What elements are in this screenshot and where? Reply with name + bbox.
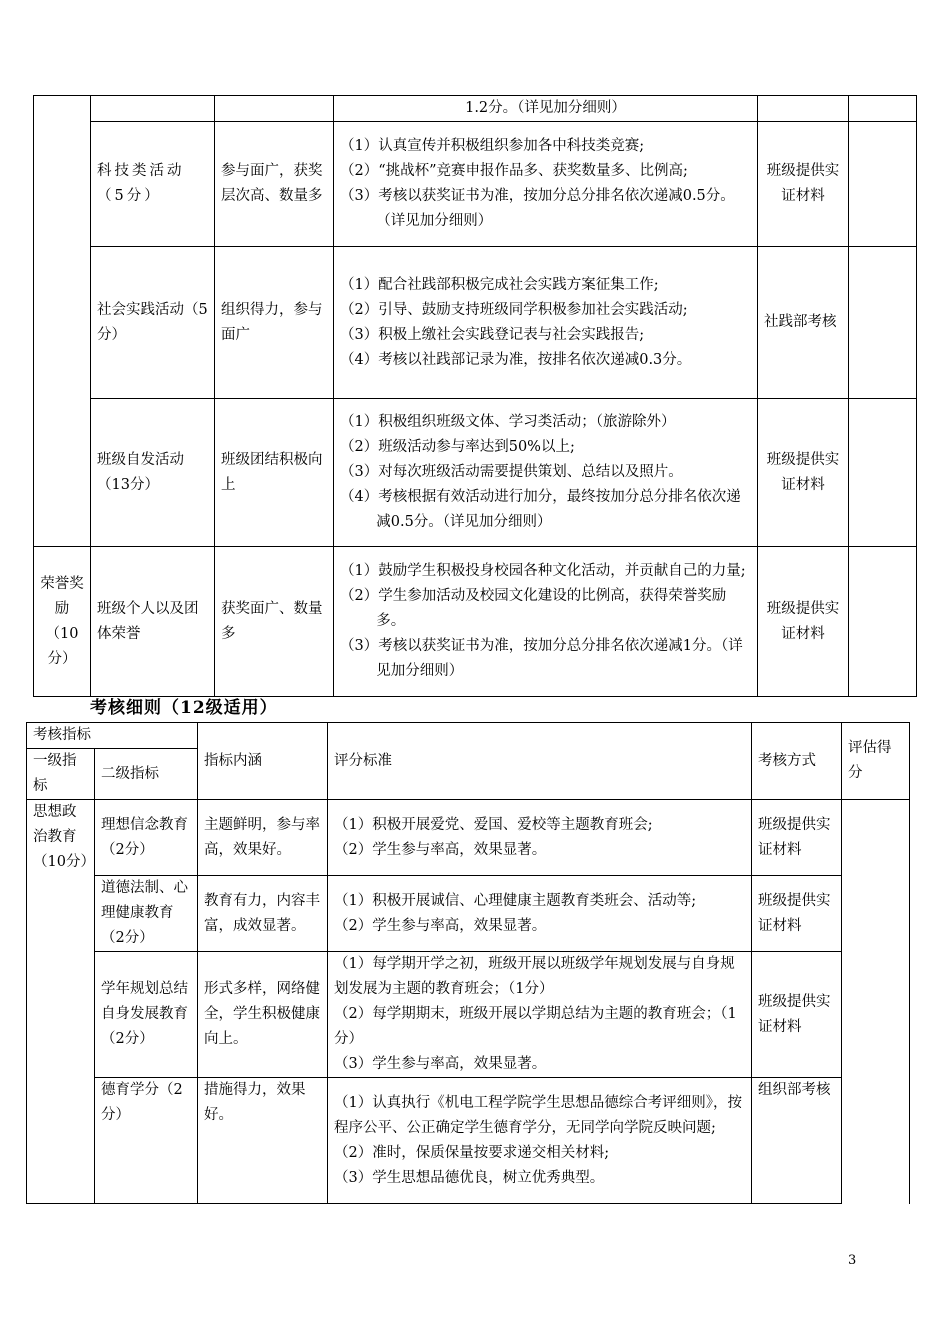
criteria-line: （3）考核以获奖证书为准，按加分总分排名依次递减0.5分。（详见加分细则） [340,188,735,229]
level2-cell: 学年规划总结自身发展教育（2分） [95,952,198,1078]
criteria-line: （2）“挑战杯”竞赛申报作品多、获奖数量多、比例高; [340,163,688,179]
criteria-cell [334,247,758,399]
criteria-line: （1）积极开展爱党、爱国、爱校等主题教育班会; [334,816,653,833]
level2-cell: 德育学分（2分） [95,1078,198,1204]
level2-cell: 班级个人以及团体荣誉 [91,547,215,697]
criteria-line: （2）学生参加活动及校园文化建设的比例高，获得荣誉奖励多。 [340,588,727,629]
method-cell: 班级提供实证材料 [758,122,849,247]
criteria-line: （2）准时，保质保量按要求递交相关材料; [334,1144,610,1161]
criteria-line: （4）考核根据有效活动进行加分，最终按加分总分排名依次递减0.5分。（详见加分细则） [340,489,741,530]
table-row [27,800,910,876]
header-score: 评估得分 [842,723,910,800]
table-row [34,247,917,399]
content-cell: 组织得力，参与面广 [215,247,334,399]
header-row [27,723,910,749]
criteria-cell [328,876,752,952]
table-row [34,547,917,697]
criteria-line: （2）每学期期末，班级开展以学期总结为主题的教育班会；（1分） [334,1006,737,1047]
header-content: 指标内涵 [198,723,328,800]
table-row [27,1078,910,1204]
table-row [34,122,917,247]
score-cell [849,96,917,122]
criteria-line: （1）认真宣传并积极组织参加各中科技类竞赛; [340,138,645,154]
criteria-line: （1）积极组织班级文体、学习类活动；（旅游除外） [340,414,676,430]
content-cell: 班级团结积极向上 [215,399,334,547]
score-cell [849,122,917,247]
content-cell: 形式多样，网络健全，学生积极健康向上。 [198,952,328,1078]
table-row [34,399,917,547]
criteria-line: （1）每学期开学之初，班级开展以班级学年规划发展与自身规划发展为主题的教育班会；（1分） [334,956,735,997]
method-cell: 班级提供实证材料 [752,952,842,1078]
criteria-cell: 1.2分。（详见加分细则） [334,96,758,122]
score-cell [842,800,910,1204]
method-cell [758,96,849,122]
criteria-line: （2）引导、鼓励支持班级同学积极参加社会实践活动; [340,301,688,318]
level2-cell: 道德法制、心理健康教育（2分） [95,876,198,952]
header-criteria: 评分标准 [328,723,752,800]
criteria-line: （3）学生思想品德优良，树立优秀典型。 [334,1169,605,1186]
criteria-cell [334,122,758,247]
level2-cell: 社会实践活动（5分） [91,247,215,399]
header-method: 考核方式 [752,723,842,800]
criteria-line: （1）鼓励学生积极投身校园各种文化活动，并贡献自己的力量; [340,563,746,579]
level1-cell: 荣誉奖励（10分） [34,547,91,697]
level1-cell [34,96,91,547]
header-level2: 二级指标 [95,749,198,800]
criteria-line: （2）学生参与率高，效果显著。 [334,917,547,934]
criteria-cell [328,1078,752,1204]
evaluation-table-12 [26,722,910,1204]
level2-cell: 科技类活动（5分） [91,122,215,247]
section-title: 考核细则（12级适用） [90,698,278,718]
table-row [27,876,910,952]
method-cell: 组织部考核 [752,1078,842,1204]
level2-cell [91,96,215,122]
criteria-line: （3）对每次班级活动需要提供策划、总结以及照片。 [340,464,683,480]
score-cell [849,547,917,697]
criteria-cell [328,952,752,1078]
header-level1: 一级指标 [27,749,95,800]
method-cell: 班级提供实证材料 [752,800,842,876]
page-number: 3 [848,1253,857,1268]
content-cell: 参与面广，获奖层次高、数量多 [215,122,334,247]
criteria-cell [328,800,752,876]
content-cell: 获奖面广、数量多 [215,547,334,697]
method-cell: 班级提供实证材料 [758,399,849,547]
content-cell: 教育有力，内容丰富，成效显著。 [198,876,328,952]
level1-cell: 思想政治教育（10分） [27,800,95,1204]
criteria-line: （3）考核以获奖证书为准，按加分总分排名依次递减1分。（详见加分细则） [340,638,743,679]
criteria-line: （1）积极开展诚信、心理健康主题教育类班会、活动等; [334,892,697,909]
evaluation-table-continued [33,95,917,697]
score-cell [849,399,917,547]
content-cell: 主题鲜明，参与率高，效果好。 [198,800,328,876]
criteria-cell [334,547,758,697]
header-group: 考核指标 [27,723,198,749]
level2-cell: 班级自发活动（13分） [91,399,215,547]
method-cell: 社践部考核 [758,247,849,399]
level2-cell: 理想信念教育（2分） [95,800,198,876]
method-cell: 班级提供实证材料 [758,547,849,697]
table-row [34,96,917,122]
criteria-line: （2）学生参与率高，效果显著。 [334,841,547,858]
method-cell: 班级提供实证材料 [752,876,842,952]
criteria-line: （3）学生参与率高，效果显著。 [334,1056,547,1072]
criteria-line: （1）配合社践部积极完成社会实践方案征集工作; [340,276,659,293]
criteria-cell [334,399,758,547]
criteria-line: （3）积极上缴社会实践登记表与社会实践报告; [340,326,645,343]
criteria-line: （4）考核以社践部记录为准，按排名依次递减0.3分。 [340,351,692,368]
score-cell [849,247,917,399]
criteria-line: （2）班级活动参与率达到50%以上; [340,439,575,455]
table-row [27,952,910,1078]
content-cell: 措施得力，效果好。 [198,1078,328,1204]
content-cell [215,96,334,122]
criteria-line: （1）认真执行《机电工程学院学生思想品德综合考评细则》，按程序公平、公正确定学生德育学分，无同学向学院反映问题; [334,1094,742,1136]
